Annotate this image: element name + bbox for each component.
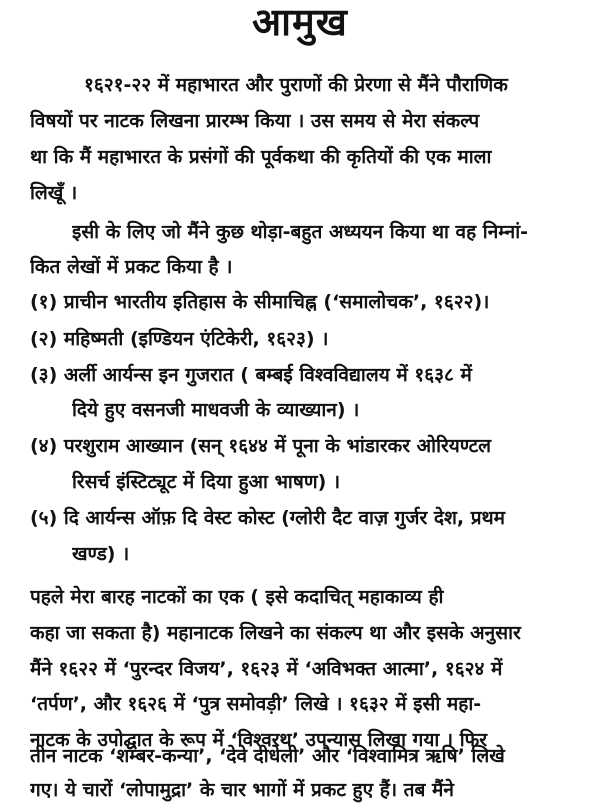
list-item-continuation: खण्ड) ।: [72, 543, 130, 565]
text-line: पहले मेरा बारह नाटकों का एक ( इसे कदाचित् महाकाव्य ही: [30, 586, 444, 608]
text-line: नाटक के उपोद्घात के रूप में ‘विश्वरथ’ उपन्यास लिखा गया । फिर: [30, 729, 488, 751]
list-item-continuation: दिये हुए वसनजी माधवजी के व्याख्यान) ।: [72, 399, 360, 421]
text-line: लिखूँ ।: [30, 182, 78, 204]
list-item: (३) अर्ली आर्यन्स इन गुजरात ( बम्बई विश्वविद्यालय में १६३८ में: [30, 364, 472, 386]
list-item-continuation: रिसर्च इंस्टिट्यूट में दिया हुआ भाषण) ।: [72, 471, 341, 493]
text-line: तीन नाटक ‘शम्बर-कन्या’, ‘देवे दीधेली’ और ‘विश्वामित्र ऋषि’ लिखे: [30, 745, 505, 767]
list-item: (५) दि आर्यन्स ऑफ़ दि वेस्ट कोस्ट (ग्लोरी दैट वाज़ गुर्जर देश, प्रथम: [30, 507, 506, 529]
text-line: कहा जा सकता है) महानाटक लिखने का संकल्प था और इसके अनुसार: [30, 622, 521, 644]
text-line: था कि मैं महाभारत के प्रसंगों की पूर्वकथा की कृतियों की एक माला: [30, 146, 492, 168]
text-line: विषयों पर नाटक लिखना प्रारम्भ किया । उस समय से मेरा संकल्प: [30, 110, 480, 132]
text-line: इसी के लिए जो मैंने कुछ थोड़ा-बहुत अध्ययन किया था वह निम्नां-: [72, 221, 529, 243]
text-line: १६२१-२२ में महाभारत और पुराणों की प्रेरणा से मैंने पौराणिक: [84, 74, 508, 96]
list-item: (२) महिष्मती (इण्डियन एंटिकेरी, १६२३) ।: [30, 328, 329, 350]
text-line: कित लेखों में प्रकट किया है ।: [30, 256, 233, 278]
list-item: (४) परशुराम आख्यान (सन् १६४४ में पूना के भांडारकर ओरियण्टल: [30, 435, 492, 457]
text-line: मैंने १६२२ में ‘पुरन्दर विजय’, १६२३ में ‘अविभक्त आत्मा’, १६२४ में: [30, 658, 503, 680]
text-line: गए। ये चारों ‘लोपामुद्रा’ के चार भागों में प्रकट हुए हैं। तब मैंने: [30, 779, 454, 801]
list-item: (१) प्राचीन भारतीय इतिहास के सीमाचिह्न (‘समालोचक’, १६२२)।: [30, 291, 490, 313]
page-title: आमुख: [252, 0, 348, 44]
text-line: ‘तर्पण’, और १६२६ में ‘पुत्र समोवड़ी’ लिखे । १६३२ में इसी महा-: [30, 693, 482, 715]
